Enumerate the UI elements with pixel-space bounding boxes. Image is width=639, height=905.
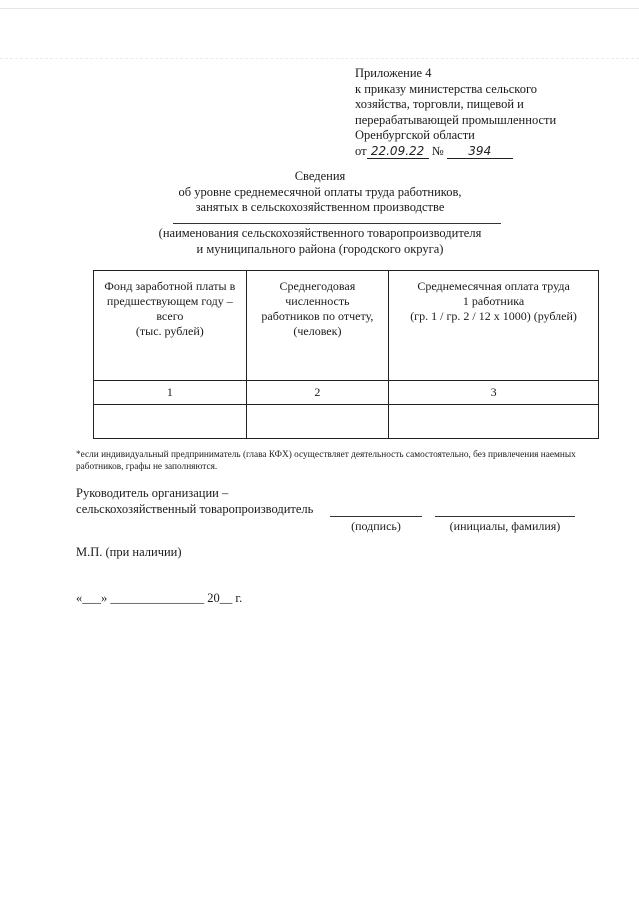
initials-caption: (инициалы, фамилия) — [449, 519, 561, 533]
caption-line-2: и муниципального района (городского округа) — [196, 241, 444, 256]
header-text: (гр. 1 / гр. 2 / 12 х 1000) (рублей) — [410, 309, 577, 323]
header-text: предшествующем году – — [106, 294, 233, 308]
signature-block — [76, 485, 313, 517]
column-number-2: 2 — [246, 381, 388, 405]
title-line-2: об уровне среднемесячной оплаты труда работников, — [178, 184, 462, 199]
header-text: 1 работника — [462, 294, 525, 308]
handwritten-number: 394 — [447, 145, 513, 159]
title-line-1: Сведения — [294, 169, 346, 183]
header-text: всего — [156, 309, 184, 323]
header-cell-average-wage — [389, 271, 599, 381]
scan-fold-line — [0, 58, 639, 59]
caption-line-1: (наименования сельскохозяйственного товаропроизводителя — [158, 226, 482, 240]
title-line-3: занятых в сельскохозяйственном производстве — [195, 200, 445, 214]
header-text: Фонд заработной платы в — [104, 279, 236, 293]
table-number-row — [94, 381, 599, 405]
signature-line-2: сельскохозяйственный товаропроизводитель — [76, 502, 314, 516]
appendix-line-5: Оренбургской области — [355, 128, 475, 142]
from-label: от — [355, 143, 367, 158]
table-data-row — [94, 405, 599, 439]
producer-name-fill-line[interactable] — [173, 223, 501, 224]
handwritten-date: 22.09.22 — [367, 145, 429, 159]
header-text: работников по отчету, — [261, 309, 374, 323]
table-header-row — [94, 271, 599, 381]
data-cell-wage-fund[interactable] — [94, 405, 247, 439]
appendix-line-2: к приказу министерства сельского — [355, 81, 538, 96]
column-number-1: 1 — [94, 381, 247, 405]
number-label: № — [431, 143, 444, 158]
footnote: *если индивидуальный предприниматель (глава КФХ) осуществляет деятельность самостоятельно, без привлечения наемных работников, графы не заполняются. — [76, 450, 576, 472]
appendix-header — [355, 66, 615, 159]
data-cell-headcount[interactable] — [246, 405, 388, 439]
appendix-line-1: Приложение 4 — [355, 66, 432, 80]
signature-fill-line[interactable] — [330, 516, 422, 517]
stamp-note: М.П. (при наличии) — [76, 545, 182, 559]
appendix-line-4: перерабатывающей промышленности — [355, 112, 557, 127]
header-text: Среднегодовая — [279, 279, 356, 293]
header-cell-headcount — [246, 271, 388, 381]
date-fill-line[interactable]: «___» _______________ 20__ г. — [76, 591, 243, 605]
producer-name-caption — [60, 226, 580, 257]
header-text: (человек) — [293, 324, 342, 338]
header-cell-wage-fund — [94, 271, 247, 381]
header-text: Среднемесячная оплата труда — [417, 279, 570, 293]
header-text: численность — [285, 294, 350, 308]
initials-fill-line[interactable] — [435, 516, 575, 517]
wage-table — [93, 270, 599, 439]
column-number-3: 3 — [389, 381, 599, 405]
data-cell-average-wage[interactable] — [389, 405, 599, 439]
scan-edge-line — [0, 8, 639, 9]
appendix-line-3: хозяйства, торговли, пищевой и — [355, 97, 524, 111]
signature-caption: (подпись) — [351, 519, 401, 533]
header-text: (тыс. рублей) — [135, 324, 204, 338]
document-title — [60, 169, 580, 216]
signature-line-1: Руководитель организации – — [76, 486, 229, 500]
order-date-number — [355, 144, 615, 160]
